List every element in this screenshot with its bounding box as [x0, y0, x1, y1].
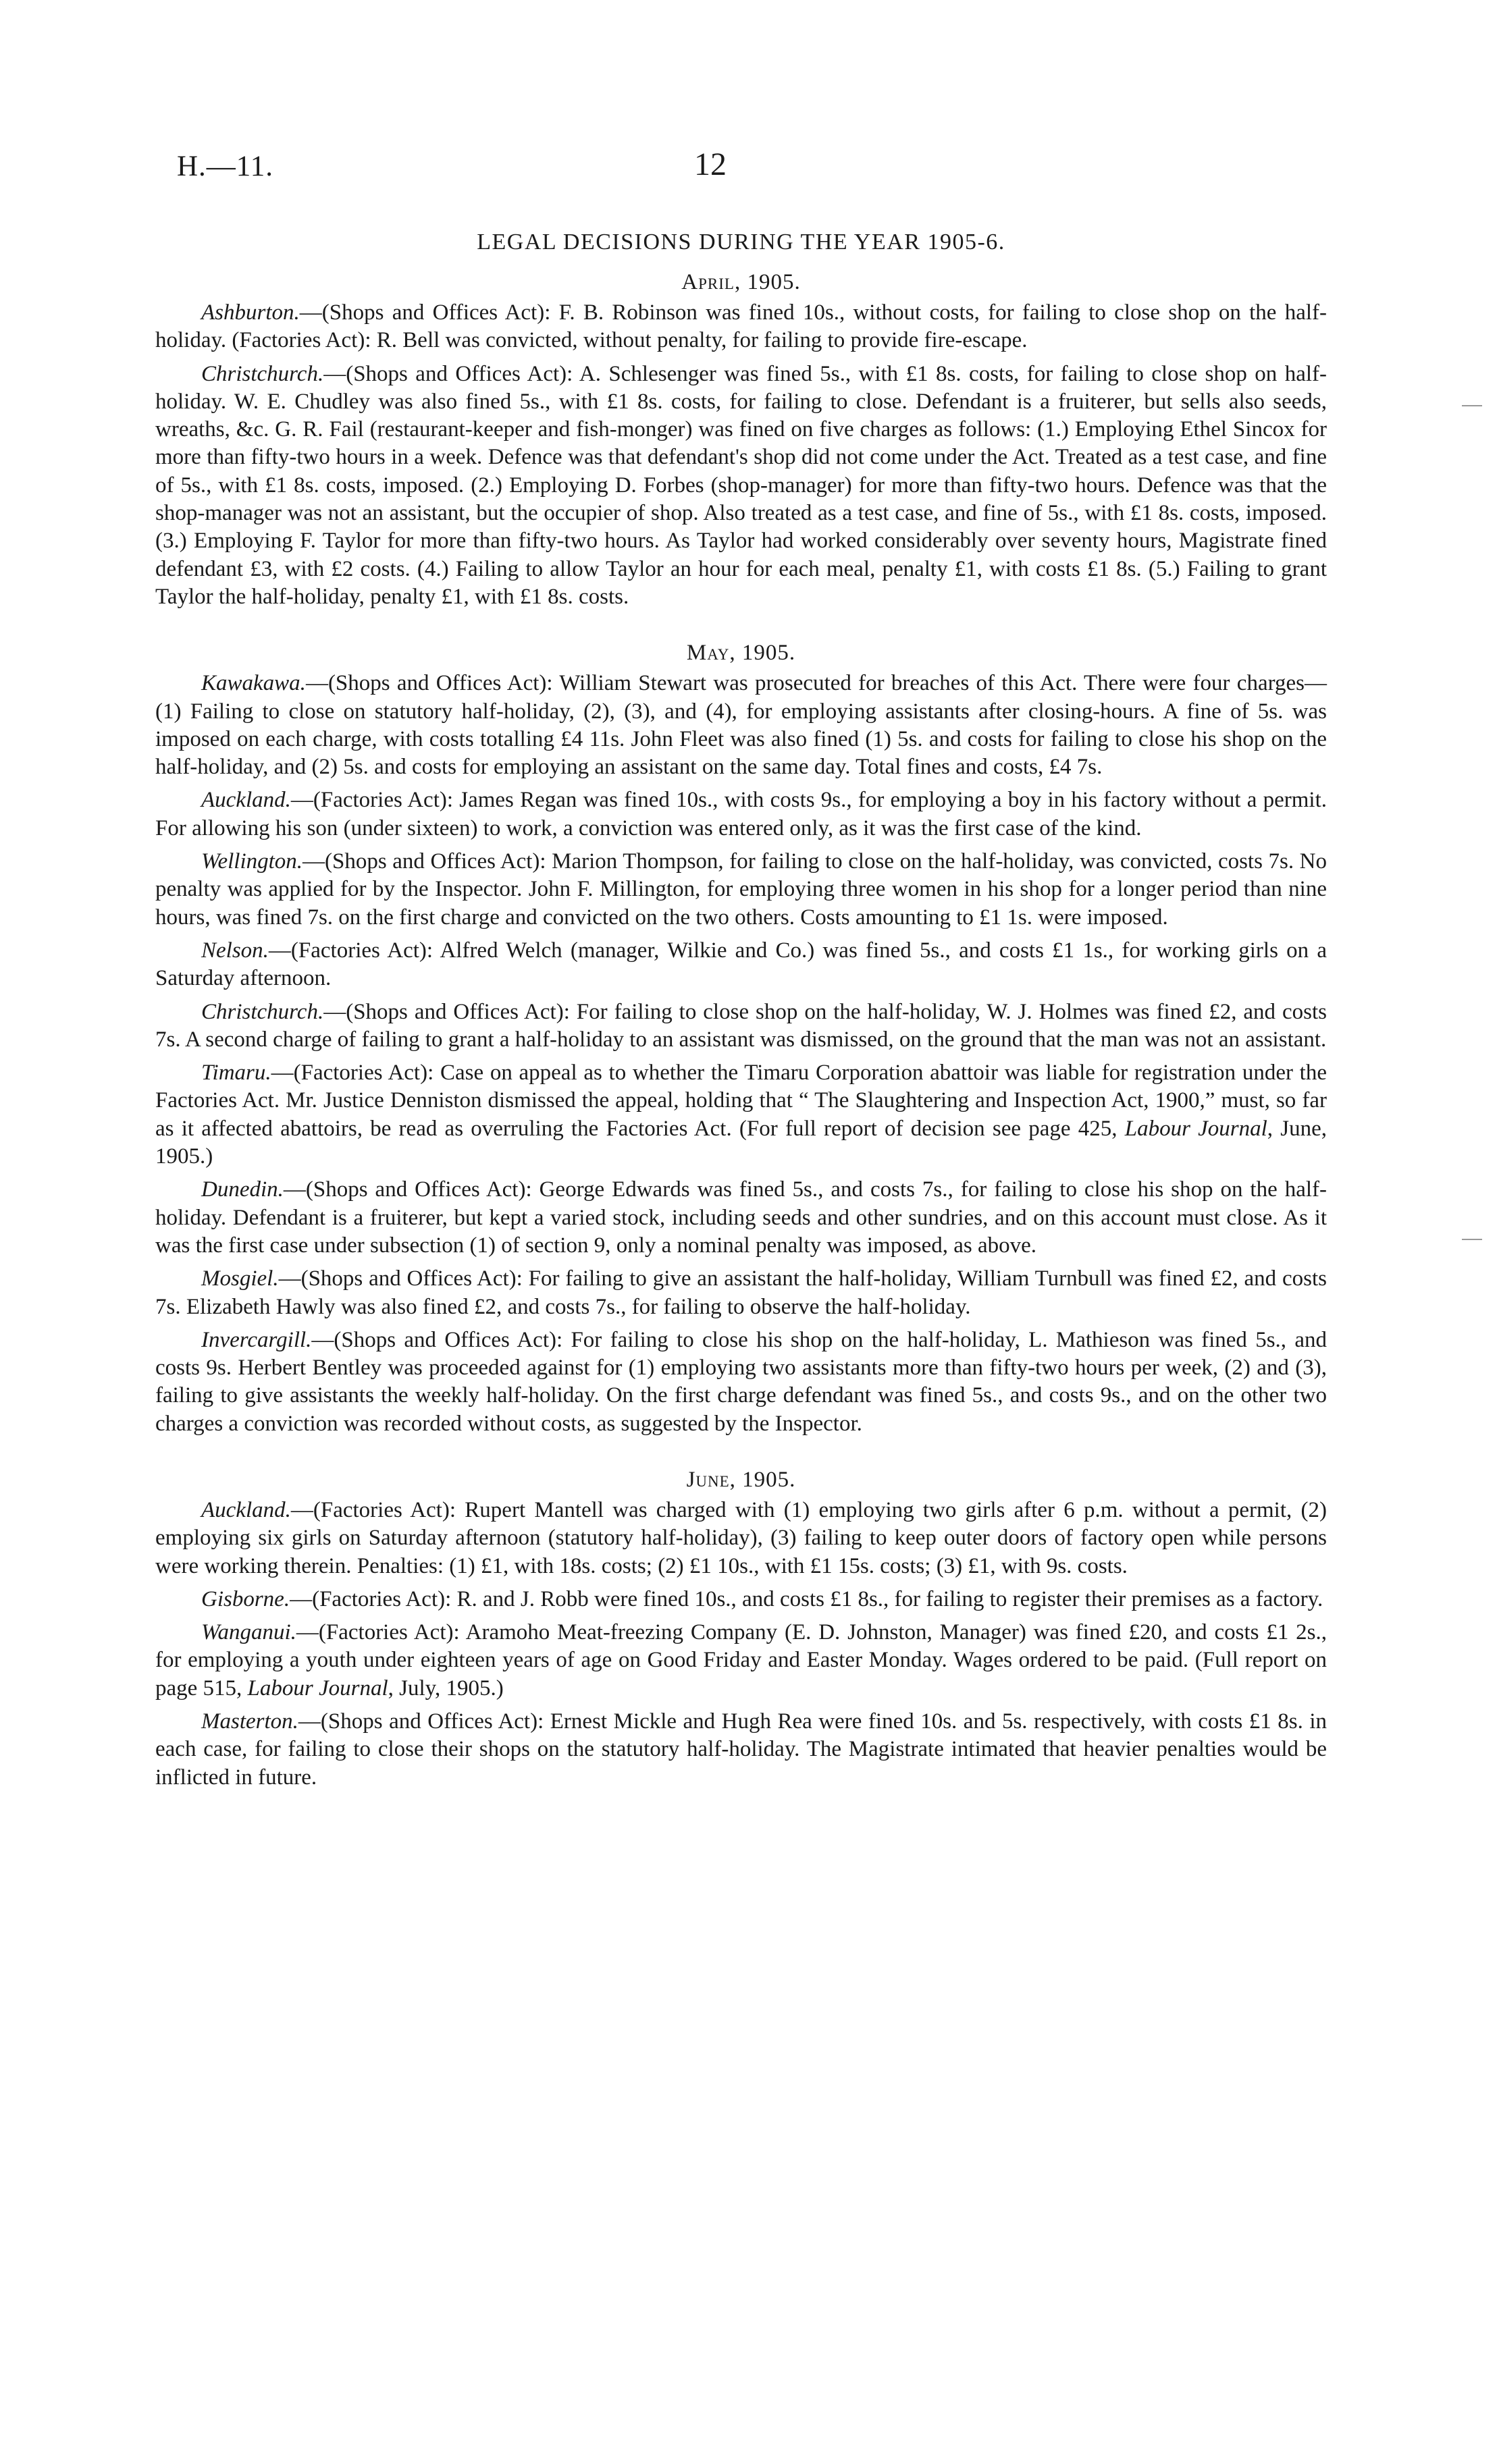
- case-entry: [155, 937, 1327, 993]
- case-location: Mosgiel.: [201, 1266, 279, 1291]
- case-location: Auckland.: [201, 1497, 291, 1522]
- case-text: —(Shops and Offices Act): For failing to close his shop on the half-holiday, L. Mathieson was fined 5s., and costs 9s. Herbert Bentley was proceeded against for (1) employing two assistants more than fifty-two hours per week, (2) and (3), failing to give assistants the weekly half-holiday. On the first charge defendant was fined 5s., and costs 9s., and on the other two charges a conviction was recorded without costs, as suggested by the Inspector.: [155, 1327, 1327, 1436]
- case-text: —(Factories Act): James Regan was fined 10s., with costs 9s., for employing a boy in his factory without a permit. For allowing his son (under sixteen) to work, a conviction was entered only, as it was the first case of the kind.: [155, 788, 1327, 840]
- case-entry: [155, 1059, 1327, 1171]
- document-body: [155, 230, 1327, 1797]
- case-entry: [155, 1619, 1327, 1703]
- case-text: —(Shops and Offices Act): For failing to close shop on the half-holiday, W. J. Holmes was fined £2, and costs 7s. A second charge of failing to grant a half-holiday to an assistant was dismissed, on the ground that the man was not an assistant.: [155, 999, 1327, 1052]
- month-heading: May, 1905.: [686, 641, 796, 666]
- document-reference: H.—11.: [177, 151, 273, 182]
- case-location: Christchurch.: [201, 999, 324, 1024]
- case-location: Ashburton.: [201, 300, 300, 325]
- case-entry: [155, 1708, 1327, 1792]
- case-location: Invercargill.: [201, 1327, 312, 1352]
- case-text: —(Shops and Offices Act): Marion Thompson, for failing to close on the half-holiday, was convicted, costs 7s. No penalty was applied for by the Inspector. John F. Millington, for employing three women in his shop for a longer period than nine hours, was fined 7s. on the first charge and convicted on the two others. Costs amounting to £1 1s. were imposed.: [155, 849, 1327, 930]
- case-text: —(Shops and Offices Act): F. B. Robinson was fined 10s., without costs, for failing to close shop on the half-holiday. (Factories Act): R. Bell was convicted, without penalty, for failing to provide fire-escape.: [155, 300, 1327, 353]
- case-location: Dunedin.: [201, 1177, 284, 1202]
- month-heading: June, 1905.: [686, 1467, 796, 1492]
- case-text: —(Shops and Offices Act): A. Schlesenger was fined 5s., with £1 8s. costs, for failing to close shop on half-holiday. W. E. Chudley was also fined 5s., with £1 8s. costs, for failing to close. Defendant is a fruiterer, but sells also seeds, wreaths, &c. G. R. Fail (restaurant-keeper and fish-monger) was fined on five charges as follows: (1.) Employing Ethel Sincox for more than fifty-two hours in a week. Defence was that defendant's shop did not come under the Act. Treated as a test case, and fine of 5s., with £1 8s. costs, imposed. (2.) Employing D. Forbes (shop-manager) for more than fifty-two hours. Defence was that the shop-manager was not an assistant, but the occupier of shop. Also treated as a test case, and fine of 5s., with £1 8s. costs, imposed. (3.) Employing F. Taylor for more than fifty-two hours. As Taylor had worked considerably over seventy hours, Magistrate fined defendant £3, with £2 costs. (4.) Failing to allow Taylor an hour for each meal, penalty £1, with costs £1 8s. (5.) Failing to grant Taylor the half-holiday, penalty £1, with £1 8s. costs.: [155, 361, 1327, 609]
- month-heading: April, 1905.: [681, 270, 801, 294]
- margin-mark: [1462, 405, 1482, 406]
- journal-title: Labour Journal: [1124, 1116, 1267, 1141]
- case-text: —(Shops and Offices Act): Ernest Mickle and Hugh Rea were fined 10s. and 5s. respectively, with costs £1 8s. in each case, for failing to close their shops on the statutory half-holiday. The Magistrate intimated that heavier penalties would be inflicted in future.: [155, 1709, 1327, 1790]
- case-entry: [155, 998, 1327, 1054]
- journal-title: Labour Journal: [247, 1676, 388, 1700]
- case-location: Wellington.: [201, 849, 303, 874]
- case-text: —(Factories Act): Case on appeal as to whether the Timaru Corporation abattoir was liable for registration under the Factories Act. Mr. Justice Denniston dismissed the appeal, holding that “ The Slaughtering and Inspection Act, 1900,” must, so far as it affected abattoirs, be read as overruling the Factories Act. (For full report of decision see page 425,: [155, 1061, 1327, 1141]
- case-entry: [155, 1176, 1327, 1260]
- case-text: —(Factories Act): Aramoho Meat-freezing Company (E. D. Johnston, Manager) was fined £20, and costs £1 2s., for employing a youth under eighteen years of age on Good Friday and Easter Monday. Wages ordered to be paid. (Full report on page 515,: [155, 1620, 1327, 1700]
- case-entry: [155, 1497, 1327, 1580]
- case-entry: [155, 1327, 1327, 1438]
- case-location: Christchurch.: [201, 361, 324, 386]
- case-location: Gisborne.: [201, 1586, 290, 1611]
- section-may-1905: [155, 641, 1327, 1438]
- case-entry: [155, 848, 1327, 932]
- case-location: Nelson.: [201, 938, 269, 963]
- page-number: 12: [694, 146, 727, 182]
- case-location: Timaru.: [201, 1061, 271, 1086]
- case-entry: [155, 360, 1327, 612]
- case-location: Wanganui.: [201, 1620, 296, 1645]
- case-text: —(Factories Act): Alfred Welch (manager, Wilkie and Co.) was fined 5s., and costs £1 1s., for working girls on a Saturday afternoon.: [155, 938, 1327, 991]
- case-entry: [155, 670, 1327, 781]
- case-entry: [155, 786, 1327, 842]
- case-location: Masterton.: [201, 1709, 298, 1734]
- case-text: —(Shops and Offices Act): George Edwards was fined 5s., and costs 7s., for failing to close his shop on the half-holiday. Defendant is a fruiterer, but kept a varied stock, including seeds and other sundries, and on this account must close. As it was the first case under subsection (1) of section 9, only a nominal penalty was imposed, as above.: [155, 1177, 1327, 1258]
- case-entry: [155, 1265, 1327, 1321]
- margin-mark: [1462, 1239, 1482, 1240]
- case-text: —(Factories Act): R. and J. Robb were fined 10s., and costs £1 8s., for failing to register their premises as a factory.: [290, 1586, 1323, 1611]
- case-text: —(Shops and Offices Act): William Stewart was prosecuted for breaches of this Act. There were four charges—(1) Failing to close on statutory half-holiday, (2), (3), and (4), for employing assistants after closing-hours. A fine of 5s. was imposed on each charge, with costs totalling £4 11s. John Fleet was also fined (1) 5s. and costs for failing to close his shop on the half-holiday, and (2) 5s. and costs for employing an assistant on the same day. Total fines and costs, £4 7s.: [155, 671, 1327, 780]
- case-location: Auckland.: [201, 788, 291, 813]
- page-header: [0, 146, 1499, 190]
- case-location: Kawakawa.: [201, 671, 306, 696]
- section-april-1905: [155, 270, 1327, 611]
- case-entry: [155, 1586, 1327, 1613]
- case-text-tail: , June, 1905.): [155, 1116, 1327, 1169]
- case-text: —(Shops and Offices Act): For failing to give an assistant the half-holiday, William Turnbull was fined £2, and costs 7s. Elizabeth Hawly was also fined £2, and costs 7s., for failing to observe the half-holiday.: [155, 1266, 1327, 1319]
- case-entry: [155, 299, 1327, 355]
- section-june-1905: [155, 1468, 1327, 1792]
- case-text-tail: , July, 1905.): [388, 1676, 504, 1700]
- page-title: LEGAL DECISIONS DURING THE YEAR 1905-6.: [477, 230, 1005, 255]
- case-text: —(Factories Act): Rupert Mantell was charged with (1) employing two girls after 6 p.m. without a permit, (2) employing six girls on Saturday afternoon (statutory half-holiday), (3) failing to keep outer doors of factory open while persons were working therein. Penalties: (1) £1, with 18s. costs; (2) £1 10s., with £1 15s. costs; (3) £1, with 9s. costs.: [155, 1497, 1327, 1578]
